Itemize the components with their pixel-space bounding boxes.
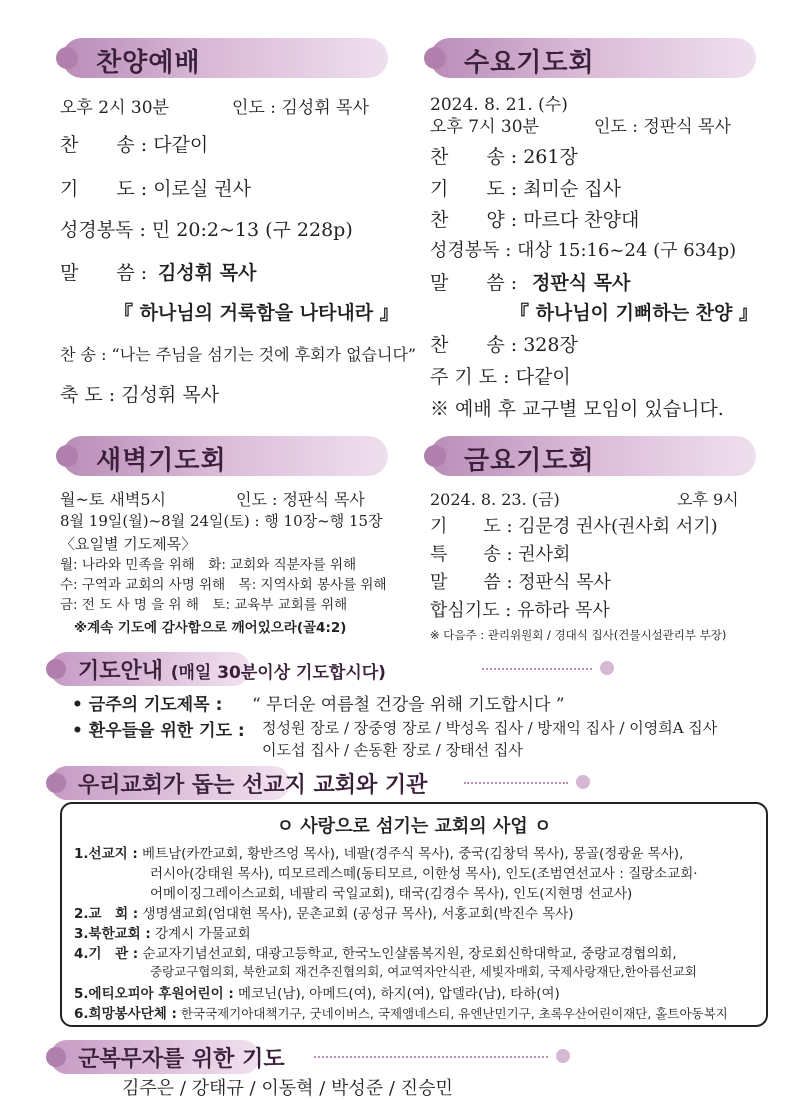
- wednesday-hymn: 찬 송 : 261장: [430, 146, 578, 168]
- missions-header: [50, 766, 590, 800]
- worship-time: 오후 2시 30분: [60, 98, 169, 118]
- mission-label-6: 6.희망봉사단체 :: [74, 1006, 177, 1022]
- dawn-verse: ※계속 기도에 감사함으로 깨어있으라(골4:2): [74, 620, 347, 636]
- mission-line-1: [74, 842, 683, 862]
- mission-line-2: [74, 902, 574, 922]
- friday-sermon: 말 씀 : 정판식 목사: [430, 572, 611, 593]
- wednesday-lords-prayer: 주 기 도 : 다같이: [430, 366, 571, 388]
- mission-line-6: [74, 1002, 728, 1022]
- mission-value-5: 메코닌(남), 아메드(여), 하지(여), 압델라(남), 타하(여): [238, 986, 560, 1002]
- dawn-daily-heading: 〈요일별 기도제목〉: [60, 535, 197, 553]
- wednesday-sermon-title: 『 하나님이 기뻐하는 찬양 』: [510, 302, 758, 324]
- worship-hymn: 찬 송 : 다같이: [60, 134, 209, 156]
- end-dot-icon: [556, 1049, 570, 1063]
- military-header: [50, 1040, 590, 1074]
- wednesday-praise: 찬 양 : 마르다 찬양대: [430, 209, 640, 231]
- prayer-item2-line1: 정성원 장로 / 장중영 장로 / 박성옥 집사 / 방재익 집사 / 이영희A 집사: [262, 719, 718, 737]
- wednesday-closing-hymn: 찬 송 : 328장: [430, 334, 578, 356]
- bullet-dot-icon: [56, 47, 78, 69]
- worship-title: 찬양예배: [96, 48, 201, 78]
- wednesday-scripture: 성경봉독 : 대상 15:16~24 (구 634p): [430, 240, 737, 261]
- friday-next: ※ 다음주 : 관리위원회 / 경대식 집사(건물시설관리부 부장): [430, 628, 727, 642]
- bullet-dot-icon: [424, 47, 446, 69]
- worship-sermon-speaker: 김성휘 목사: [158, 262, 257, 284]
- mission-label-1: 1.선교지 :: [74, 846, 138, 862]
- worship-scripture: 성경봉독 : 민 20:2~13 (구 228p): [60, 219, 353, 241]
- bullet-dot-icon: [46, 659, 66, 679]
- dawn-row-1: 월: 나라와 민족을 위해 화: 교회와 직분자를 위해: [60, 557, 357, 573]
- prayer-item1-label: • 금주의 기도제목 :: [72, 695, 223, 715]
- wednesday-sermon-speaker: 정판식 목사: [532, 272, 631, 294]
- dotted-line: [464, 782, 568, 784]
- mission-value-1c: 어메이징그레이스교회, 네팔리 국일교회), 태국(김경수 목사), 인도(지현명 선교사): [150, 886, 633, 902]
- missions-title: 우리교회가 돕는 선교지 교회와 기관: [78, 773, 428, 798]
- wednesday-time: 오후 7시 30분: [430, 117, 539, 137]
- mission-label-5: 5.에티오피아 후원어린이 :: [74, 986, 234, 1002]
- military-names: 김주은 / 강태규 / 이동혁 / 박성준 / 진승민: [122, 1078, 453, 1099]
- end-dot-icon: [600, 661, 614, 675]
- mission-line-3: [74, 922, 251, 942]
- friday-date: 2024. 8. 23. (금): [430, 490, 560, 509]
- mission-value-3: 강계시 가물교회: [155, 926, 251, 942]
- mission-value-4a: 순교자기념선교회, 대광고등학교, 한국노인샬롬복지원, 장로회신학대학교, 중랑교경협의회,: [142, 946, 677, 962]
- military-title: 군복무자를 위한 기도: [78, 1047, 285, 1072]
- dawn-row-3: 금: 전 도 사 명 을 위 해 토: 교육부 교회를 위해: [60, 597, 348, 613]
- friday-prayer: 기 도 : 김문경 권사(권사회 서기): [430, 516, 718, 537]
- mission-value-4b: 중랑교구협의회, 북한교회 재건추진협의회, 여교역자안식관, 세빛자매회, 국제사랑재단,한아름선교회: [150, 964, 697, 979]
- friday-time: 오후 9시: [677, 490, 739, 509]
- prayer-item2-label: • 환우들을 위한 기도 :: [72, 721, 245, 741]
- worship-prayer: 기 도 : 이로실 권사: [60, 178, 251, 200]
- missions-box: [60, 802, 768, 1027]
- wednesday-leader: 인도 : 정판식 목사: [594, 117, 731, 137]
- dawn-title: 새벽기도회: [96, 446, 227, 476]
- dawn-row-2: 수: 구역과 교회의 사명 위해 목: 지역사회 봉사를 위해: [60, 577, 387, 593]
- dotted-line: [314, 1056, 548, 1058]
- bullet-dot-icon: [424, 445, 446, 467]
- bullet-dot-icon: [46, 773, 66, 793]
- missions-box-title: ㅇ 사랑으로 섬기는 교회의 사업 ㅇ: [276, 816, 552, 837]
- mission-label-2: 2.교 회 :: [74, 906, 139, 922]
- mission-value-6: 한국국제기아대책기구, 굿네이버스, 국제앰네스티, 유엔난민기구, 초록우산어린이재단, 홀트아동복지: [180, 1006, 728, 1021]
- friday-special: 특 송 : 권사회: [430, 544, 571, 565]
- end-dot-icon: [576, 775, 590, 789]
- prayer-item2-line2: 이도섭 집사 / 손동환 장로 / 장태선 집사: [262, 741, 523, 759]
- worship-benediction: 축 도 : 김성휘 목사: [60, 384, 220, 406]
- wednesday-note: ※ 예배 후 교구별 모임이 있습니다.: [430, 398, 724, 420]
- worship-leader: 인도 : 김성휘 목사: [232, 98, 369, 118]
- worship-sermon-label: 말 씀 :: [60, 262, 148, 284]
- wednesday-sermon-label: 말 씀 :: [430, 272, 518, 294]
- wednesday-title: 수요기도회: [464, 48, 595, 78]
- dawn-header: [62, 436, 388, 476]
- bullet-dot-icon: [46, 1047, 66, 1067]
- friday-title: 금요기도회: [464, 446, 595, 476]
- mission-value-2: 생명샘교회(엄대현 목사), 문촌교회 (공성규 목사), 서홍교회(박진수 목사): [142, 906, 574, 922]
- bullet-dot-icon: [56, 445, 78, 467]
- friday-unison: 합심기도 : 유하라 목사: [430, 600, 610, 621]
- mission-value-1a: 베트남(카깐교회, 황반즈엉 목사), 네팔(경주식 목사), 중국(김창덕 목사), 몽골(정광윤 목사),: [142, 846, 684, 862]
- mission-value-1b: 러시아(강태원 목사), 띠모르레스떼(동티모르, 이한성 목사), 인도(조범연선교사 : 질랑소교회·: [150, 866, 698, 882]
- dawn-time: 월~토 새벽5시: [60, 490, 166, 509]
- dawn-range: 8월 19일(월)~8월 24일(토) : 행 10장~행 15장: [60, 512, 383, 530]
- prayer-guide-header: [50, 652, 590, 686]
- worship-header: [62, 38, 388, 78]
- worship-sermon-title: 『 하나님의 거룩함을 나타내라 』: [114, 302, 399, 324]
- friday-header: [430, 436, 756, 476]
- mission-line-5: [74, 982, 560, 1002]
- mission-label-3: 3.북한교회 :: [74, 926, 151, 942]
- wednesday-prayer: 기 도 : 최미순 집사: [430, 178, 621, 200]
- prayer-item1-value: “ 무더운 여름철 건강을 위해 기도합시다 ”: [252, 695, 565, 715]
- worship-closing-hymn: 찬 송 : “나는 주님을 섬기는 것에 후회가 없습니다”: [60, 345, 417, 364]
- dawn-leader: 인도 : 정판식 목사: [236, 490, 365, 509]
- wednesday-header: [430, 38, 756, 78]
- prayer-guide-subtitle: (매일 30분이상 기도합시다): [170, 663, 386, 683]
- mission-label-4: 4.기 관 :: [74, 946, 139, 962]
- mission-line-4: [74, 942, 677, 962]
- wednesday-date: 2024. 8. 21. (수): [430, 95, 568, 115]
- prayer-guide-title: 기도안내 (매일 30분이상 기도합시다): [78, 659, 386, 684]
- dotted-line: [482, 668, 592, 670]
